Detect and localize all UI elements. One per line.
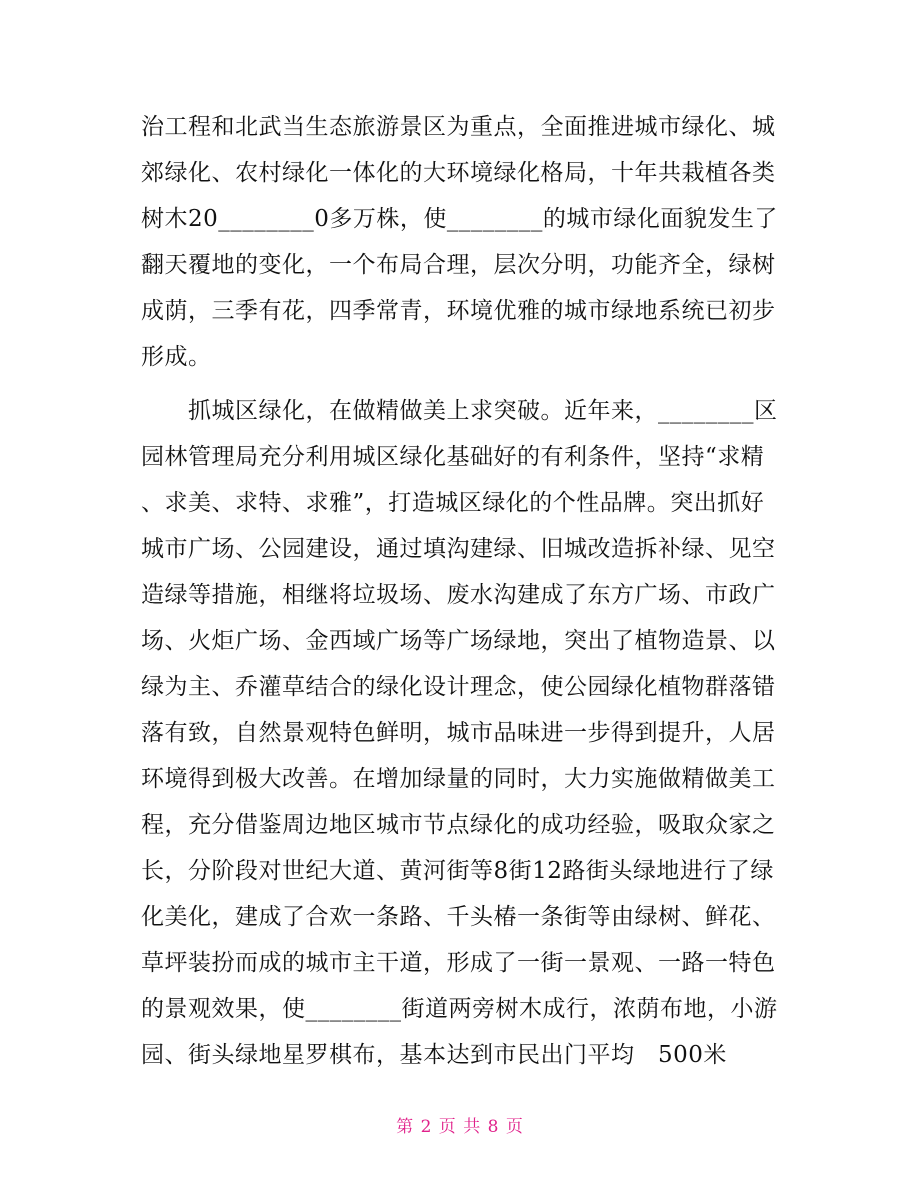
body-text xyxy=(141,104,791,1078)
text-line: 治工程和北武当生态旅游景区为重点，全面推进城市绿化、城 xyxy=(141,114,776,140)
text-line: 抓城区绿化，在做精做美上求突破。近年来，________区 xyxy=(141,398,778,424)
text-line: 形成。 xyxy=(141,344,212,370)
text-line: 的景观效果，使________街道两旁树木成行，浓荫布地，小游 xyxy=(141,996,778,1022)
text-line: 园、街头绿地星罗棋布，基本达到市民出门平均 500米 xyxy=(141,1042,727,1068)
text-line: 长，分阶段对世纪大道、黄河街等8街12路街头绿地进行了绿 xyxy=(141,858,774,884)
text-line: 草坪装扮而成的城市主干道，形成了一街一景观、一路一特色 xyxy=(141,950,776,976)
text-line: 成荫，三季有花，四季常青，环境优雅的城市绿地系统已初步 xyxy=(141,298,776,324)
text-line: 树木20________0多万株，使________的城市绿化面貌发生了 xyxy=(141,206,778,232)
text-line: 场、火炬广场、金西域广场等广场绿地，突出了植物造景、以 xyxy=(141,628,776,654)
text-line: 园林管理局充分利用城区绿化基础好的有利条件，坚持“求精 xyxy=(141,444,765,470)
page-footer: 第 2 页 共 8 页 xyxy=(396,1117,524,1137)
text-line: 造绿等措施，相继将垃圾场、废水沟建成了东方广场、市政广 xyxy=(141,582,776,608)
text-line: 程，充分借鉴周边地区城市节点绿化的成功经验，吸取众家之 xyxy=(141,812,776,838)
text-line: 化美化，建成了合欢一条路、千头椿一条街等由绿树、鲜花、 xyxy=(141,904,776,930)
text-line: 、求美、求特、求雅”，打造城区绿化的个性品牌。突出抓好 xyxy=(141,490,765,516)
text-line: 城市广场、公园建设，通过填沟建绿、旧城改造拆补绿、见空 xyxy=(141,536,776,562)
text-line: 郊绿化、农村绿化一体化的大环境绿化格局，十年共栽植各类 xyxy=(141,160,776,186)
text-line: 绿为主、乔灌草结合的绿化设计理念，使公园绿化植物群落错 xyxy=(141,674,776,700)
text-line: 环境得到极大改善。在增加绿量的同时，大力实施做精做美工 xyxy=(141,766,776,792)
text-line: 落有致，自然景观特色鲜明，城市品味进一步得到提升，人居 xyxy=(141,720,776,746)
text-line: 翻天覆地的变化，一个布局合理，层次分明，功能齐全，绿树 xyxy=(141,252,776,278)
